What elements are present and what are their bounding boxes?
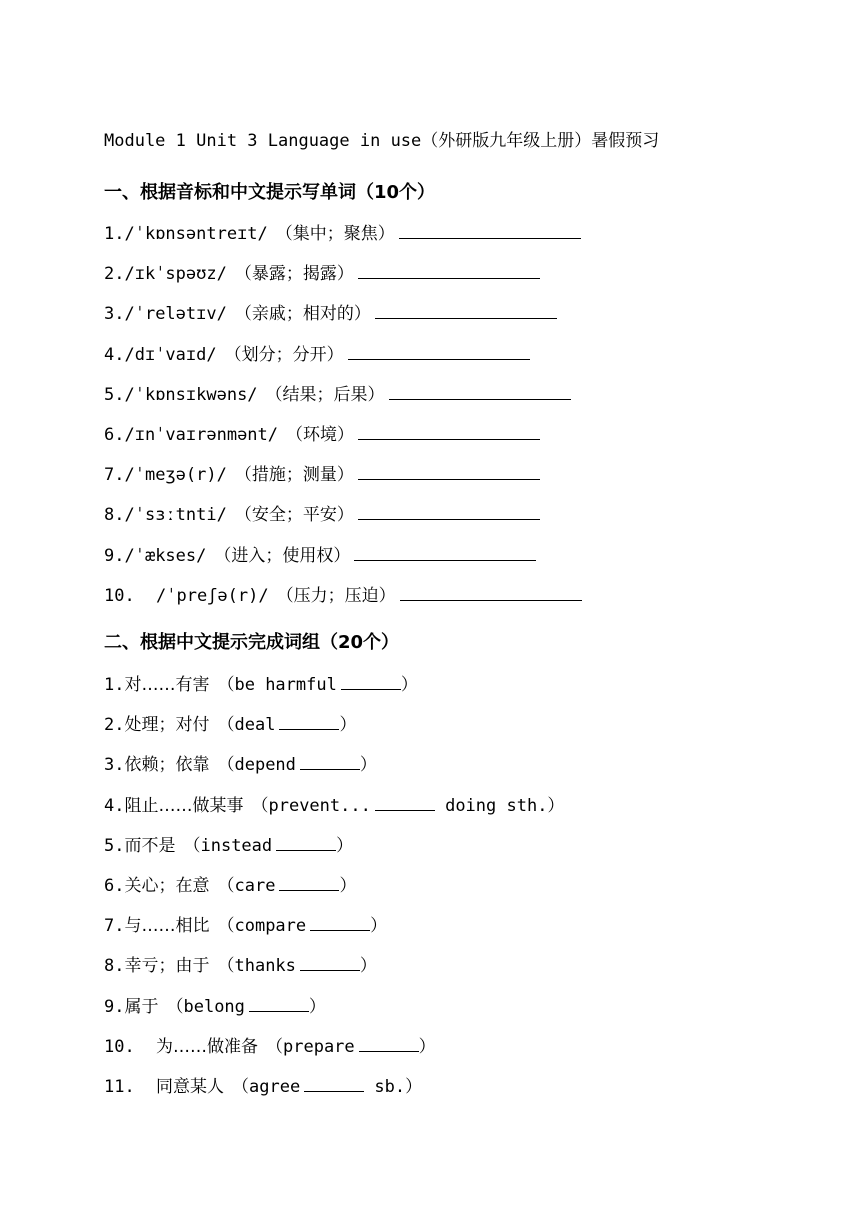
phonetic: /ˈækses/ <box>124 545 207 566</box>
phrase-item <box>104 911 387 936</box>
phonetic: /ˈkɒnsɪkwəns/ <box>124 384 258 405</box>
answer-blank[interactable] <box>249 997 309 1012</box>
section1-heading: 一、根据音标和中文提示写单词（10个） <box>104 182 436 203</box>
chinese-hint: （暴露；揭露） <box>234 264 354 285</box>
phonetic: /ˈsɜːtnti/ <box>124 505 227 526</box>
chinese-hint: （措施；测量） <box>234 465 354 486</box>
item-number: 2. <box>104 264 125 285</box>
page-title: Module 1 Unit 3 Language in use（外研版九年级上册）暑假预习 <box>104 131 660 151</box>
answer-blank[interactable] <box>359 1037 419 1052</box>
answer-blank[interactable] <box>276 836 336 851</box>
answer-blank[interactable] <box>358 425 540 440</box>
chinese-hint: 同意某人 <box>156 1077 224 1097</box>
phonetic: /ˈrelətɪv/ <box>124 304 227 325</box>
phrase-suffix: sb.） <box>364 1077 423 1097</box>
answer-blank[interactable] <box>310 916 370 931</box>
item-number: 1. <box>104 675 125 695</box>
item-number: 6. <box>104 876 125 896</box>
chinese-hint: 与……相比 <box>124 916 210 937</box>
phrase-suffix: ） <box>339 876 357 896</box>
chinese-hint: 而不是 <box>124 835 176 856</box>
phrase-suffix: doing sth.） <box>434 795 565 816</box>
phrase-item <box>104 670 418 695</box>
phrase-prefix: （prevent... <box>251 795 371 816</box>
chinese-hint: 关心；在意 <box>124 876 210 896</box>
item-number: 8. <box>104 956 125 977</box>
answer-blank[interactable] <box>375 304 557 319</box>
chinese-hint: 幸亏；由于 <box>124 956 210 977</box>
section2-heading: 二、根据中文提示完成词组（20个） <box>104 632 400 653</box>
phrase-item <box>104 1032 436 1057</box>
phonetic: /ˈkɒnsəntreɪt/ <box>124 224 268 244</box>
phrase-prefix: （instead <box>183 835 273 856</box>
phrase-suffix: ） <box>339 715 357 736</box>
answer-blank[interactable] <box>354 546 536 561</box>
phrase-prefix: （prepare <box>266 1036 355 1057</box>
item-number: 8. <box>104 505 125 526</box>
chinese-hint: （亲戚；相对的） <box>234 304 371 325</box>
item-number: 9. <box>104 545 125 566</box>
vocab-item <box>104 340 530 365</box>
vocab-item <box>104 541 536 566</box>
phrase-item <box>104 710 356 735</box>
answer-blank[interactable] <box>304 1077 364 1092</box>
vocab-item <box>104 380 571 405</box>
vocab-item <box>104 500 540 525</box>
answer-blank[interactable] <box>389 385 571 400</box>
phrase-prefix: （care <box>217 876 276 896</box>
phrase-item <box>104 1072 422 1097</box>
answer-blank[interactable] <box>358 264 540 279</box>
vocab-item <box>104 581 582 606</box>
chinese-hint: 属于 <box>124 996 159 1017</box>
chinese-hint: （压力；压迫） <box>276 585 396 606</box>
answer-blank[interactable] <box>399 224 581 239</box>
answer-blank[interactable] <box>300 956 360 971</box>
phrase-item <box>104 951 377 976</box>
phonetic: /ˈpreʃə(r)/ <box>156 585 269 606</box>
chinese-hint: 阻止……做某事 <box>124 795 244 816</box>
phrase-suffix: ） <box>359 956 377 977</box>
chinese-hint: （环境） <box>286 425 355 445</box>
vocab-item <box>104 299 557 324</box>
item-number: 9. <box>104 996 125 1017</box>
answer-blank[interactable] <box>341 675 401 690</box>
phrase-suffix: ） <box>370 916 388 937</box>
vocab-item <box>104 259 540 284</box>
item-number: 7. <box>104 916 125 937</box>
item-number: 2. <box>104 715 125 736</box>
answer-blank[interactable] <box>300 755 360 770</box>
phonetic: /dɪˈvaɪd/ <box>124 344 217 365</box>
phrase-item <box>104 750 377 775</box>
phrase-item <box>104 791 564 816</box>
item-number: 10. <box>104 585 135 606</box>
vocab-item <box>104 460 540 485</box>
answer-blank[interactable] <box>279 876 339 891</box>
item-number: 6. <box>104 425 125 445</box>
item-number: 4. <box>104 795 125 816</box>
phonetic: /ɪkˈspəʊz/ <box>124 264 227 285</box>
chinese-hint: 处理；对付 <box>124 715 210 736</box>
item-number: 4. <box>104 344 125 365</box>
phonetic: /ɪnˈvaɪrənmənt/ <box>124 425 279 445</box>
phrase-prefix: （agree <box>232 1077 301 1097</box>
answer-blank[interactable] <box>400 586 582 601</box>
chinese-hint: 依赖；依靠 <box>124 755 210 776</box>
answer-blank[interactable] <box>375 796 435 811</box>
phrase-prefix: （deal <box>217 715 276 736</box>
phrase-prefix: （belong <box>166 996 245 1017</box>
chinese-hint: （安全；平安） <box>234 505 354 526</box>
phrase-prefix: （compare <box>217 916 307 937</box>
chinese-hint: （集中；聚焦） <box>275 224 395 244</box>
chinese-hint: （进入；使用权） <box>214 545 351 566</box>
item-number: 5. <box>104 384 125 405</box>
chinese-hint: （划分；分开） <box>224 344 344 365</box>
item-number: 5. <box>104 835 125 856</box>
vocab-item <box>104 219 581 244</box>
phonetic: /ˈmeʒə(r)/ <box>124 465 227 486</box>
phrase-suffix: ） <box>418 1036 436 1057</box>
chinese-hint: （结果；后果） <box>265 384 385 405</box>
phrase-item <box>104 831 353 856</box>
phrase-suffix: ） <box>359 755 377 776</box>
item-number: 7. <box>104 465 125 486</box>
item-number: 11. <box>104 1077 135 1097</box>
item-number: 1. <box>104 224 125 244</box>
answer-blank[interactable] <box>358 505 540 520</box>
phrase-prefix: （thanks <box>217 956 296 977</box>
phrase-prefix: （depend <box>217 755 296 776</box>
chinese-hint: 对……有害 <box>124 675 210 695</box>
item-number: 3. <box>104 304 125 325</box>
item-number: 10. <box>104 1036 135 1057</box>
vocab-item <box>104 420 540 445</box>
answer-blank[interactable] <box>358 465 540 480</box>
phrase-suffix: ） <box>400 675 418 695</box>
phrase-suffix: ） <box>336 835 354 856</box>
answer-blank[interactable] <box>348 345 530 360</box>
item-number: 3. <box>104 755 125 776</box>
phrase-suffix: ） <box>308 996 326 1017</box>
phrase-item <box>104 992 326 1017</box>
chinese-hint: 为……做准备 <box>156 1036 258 1057</box>
phrase-item <box>104 871 356 896</box>
phrase-prefix: （be harmful <box>217 675 337 695</box>
answer-blank[interactable] <box>279 715 339 730</box>
